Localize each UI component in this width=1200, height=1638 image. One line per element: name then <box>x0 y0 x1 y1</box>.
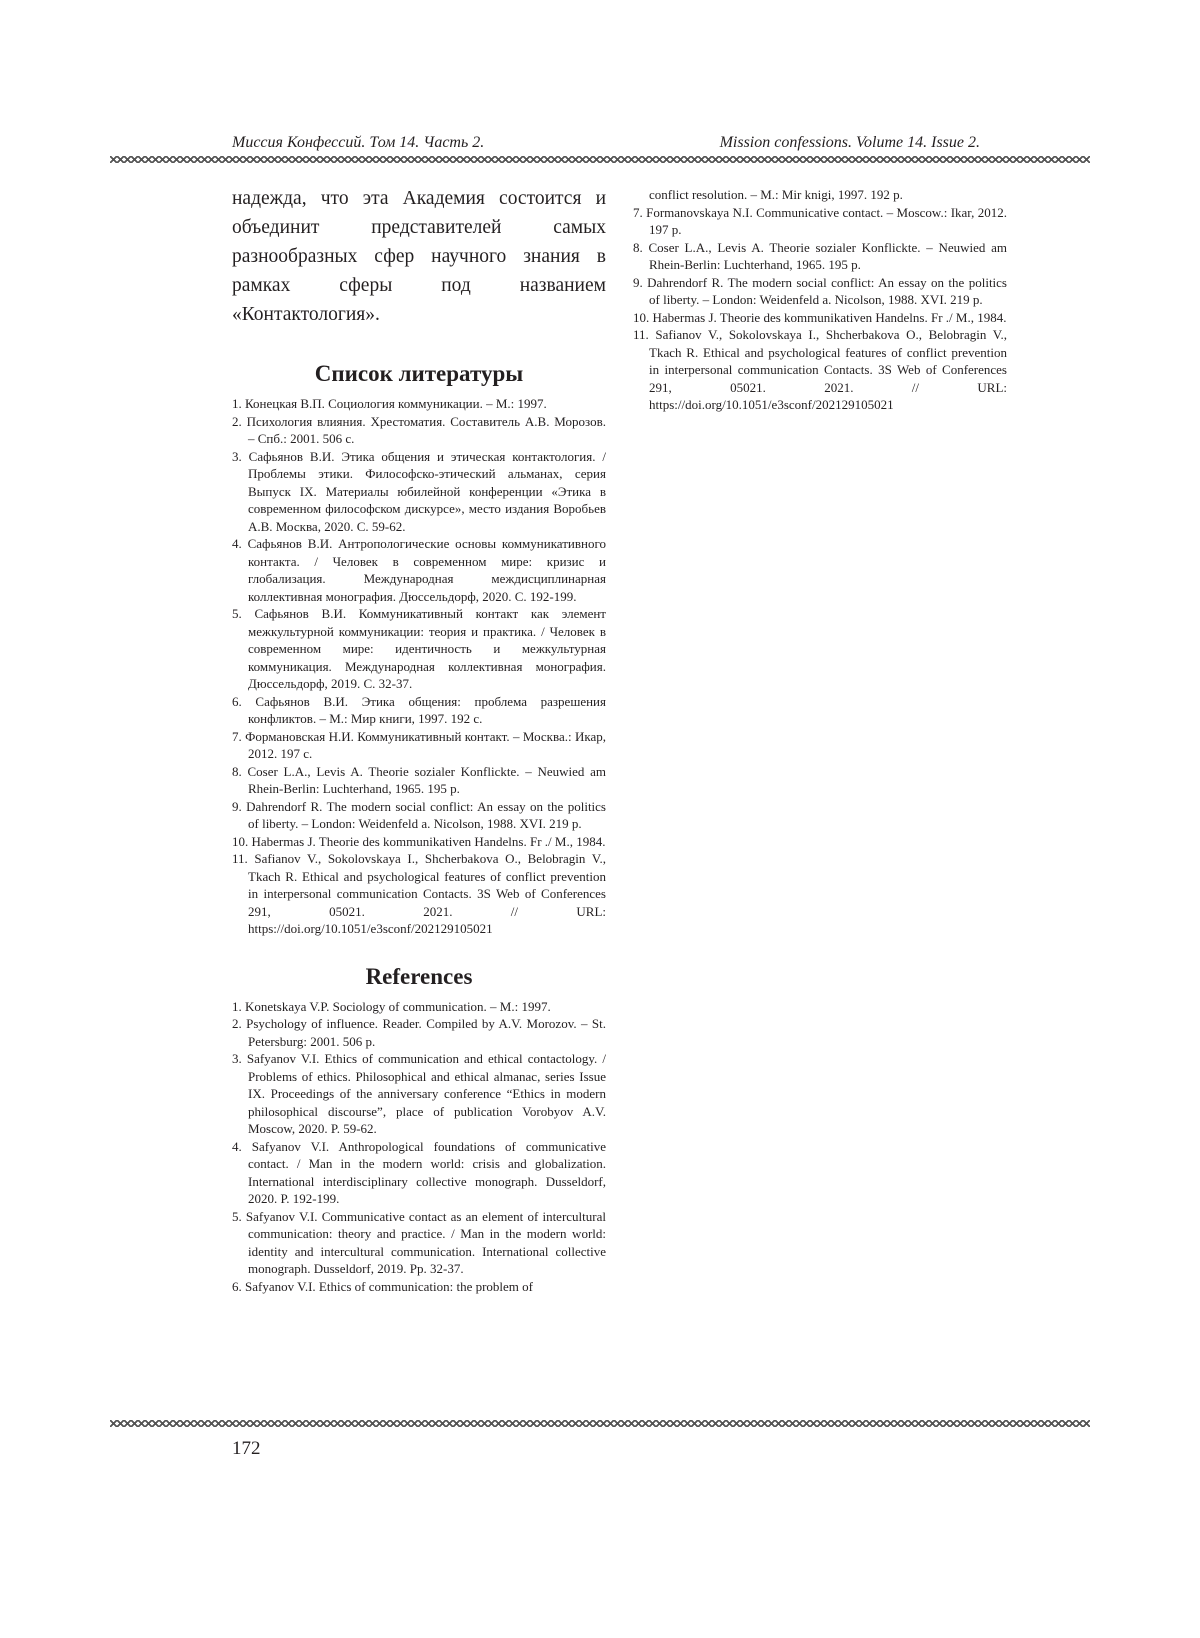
right-column <box>633 186 1007 414</box>
literature-heading: Список литературы <box>314 361 524 386</box>
reference-item: 6. Safyanov V.I. Ethics of communication: the problem of <box>232 1278 533 1294</box>
references-list <box>232 998 606 1296</box>
header-ornament-divider <box>110 156 1090 166</box>
reference-item: 1. Konetskaya V.P. Sociology of communication. – M.: 1997. <box>232 998 551 1014</box>
footer-ornament-divider <box>110 1420 1090 1430</box>
literature-item: 2. Психология влияния. Хрестоматия. Составитель А.В. Морозов. – Спб.: 2001. 506 с. <box>232 413 606 446</box>
literature-item: 5. Сафьянов В.И. Коммуникативный контакт как элемент межкультурной коммуникации: теория и практика. / Человек в современном мире: идентичность и межкультурная коммуникация. Международная коллективная монография. Дюссельдорф, 2019. С. 32-37. <box>232 606 606 691</box>
page-number: 172 <box>232 1438 261 1459</box>
references-heading: References <box>365 963 473 989</box>
literature-list <box>232 395 606 938</box>
reference-item-continuation: conflict resolution. – M.: Mir knigi, 1997. 192 p. <box>649 187 903 202</box>
literature-item: 9. Dahrendorf R. The modern social conflict: An essay on the politics of liberty. – London: Weidenfeld a. Nicolson, 1988. XVI. 219 p. <box>232 798 606 831</box>
reference-item: 2. Psychology of influence. Reader. Compiled by A.V. Morozov. – St. Petersburg: 2001. 506 p. <box>232 1016 606 1049</box>
header-journal-title-ru: Миссия Конфессий. Том 14. Часть 2. <box>232 134 485 151</box>
left-column <box>232 184 606 1295</box>
literature-item: 4. Сафьянов В.И. Антропологические основы коммуникативного контакта. / Человек в современном мире: кризис и глобализация. Международная междисциплинарная коллективная монография. Дюссельдорф, 2020. С. 192-199. <box>232 536 606 604</box>
references-list-continued <box>633 186 1007 414</box>
reference-item: 3. Safyanov V.I. Ethics of communication and ethical contactology. / Problems of ethics. Philosophical and ethical almanac, series Issue IX. Proceedings of the anniversary conference “Ethics in modern philosophical discourse”, place of publication Vorobyov A.V. Moscow, 2020. P. 59-62. <box>232 1051 606 1136</box>
literature-item: 10. Habermas J. Theorie des kommunikativen Handelns. Fr ./ M., 1984. <box>232 833 606 849</box>
literature-item: 3. Сафьянов В.И. Этика общения и этическая контактология. /Проблемы этики. Философско-этический альманах, серия Выпуск IX. Материалы юбилейной конференции «Этика в современном философском дискурсе», место издания Воробьев А.В. Москва, 2020. С. 59-62. <box>232 448 606 534</box>
reference-item: 10. Habermas J. Theorie des kommunikativen Handelns. Fr ./ M., 1984. <box>633 309 1007 325</box>
reference-item: 5. Safyanov V.I. Communicative contact as an element of intercultural communication: theory and practice. / Man in the modern world: identity and intercultural communication. International collective monograph. Dusseldorf, 2019. Pp. 32-37. <box>232 1208 606 1276</box>
header-journal-title-en: Mission confessions. Volume 14. Issue 2. <box>719 134 980 151</box>
reference-item: 7. Formanovskaya N.I. Communicative contact. – Moscow.: Ikar, 2012. 197 p. <box>633 204 1007 237</box>
intro-paragraph: надежда, что эта Академия состоится и объединит представителей самых разнообразных сфер научного знания в рамках сферы под названием «Контактология». <box>232 188 606 325</box>
reference-item: 9. Dahrendorf R. The modern social conflict: An essay on the politics of liberty. – London: Weidenfeld a. Nicolson, 1988. XVI. 219 p. <box>633 274 1007 307</box>
literature-item: 1. Конецкая В.П. Социология коммуникации. – М.: 1997. <box>232 396 547 411</box>
literature-item: 7. Формановская Н.И. Коммуникативный контакт. – Москва.: Икар, 2012. 197 с. <box>232 728 606 761</box>
reference-item: 8. Coser L.A., Levis A. Theorie sozialer Konflickte. – Neuwied am Rhein-Berlin: Luchterhand, 1965. 195 p. <box>633 239 1007 272</box>
literature-item: 8. Coser L.A., Levis A. Theorie sozialer Konflickte. – Neuwied am Rhein-Berlin: Luchterhand, 1965. 195 p. <box>232 763 606 796</box>
literature-item: 11. Safianov V., Sokolovskaya I., Shcherbakova O., Belobragin V., Tkach R. Ethical and psychological features of conflict prevention in interpersonal communication Contacts. 3S Web of Conferences 291, 05021. 2021. // URL: https://doi.org/10.1051/e3sconf/202129105021 <box>232 851 606 936</box>
reference-item: 4. Safyanov V.I. Anthropological foundations of communicative contact. / Man in the modern world: crisis and globalization. International interdisciplinary collective monograph. Dusseldorf, 2020. P. 192-199. <box>232 1138 606 1206</box>
running-header <box>232 134 980 152</box>
reference-item: 11. Safianov V., Sokolovskaya I., Shcherbakova O., Belobragin V., Tkach R. Ethical and psychological features of conflict prevention in interpersonal communication Contacts. 3S Web of Conferences 291, 05021. 2021. // URL: https://doi.org/10.1051/e3sconf/202129105021 <box>633 327 1007 412</box>
literature-item: 6. Сафьянов В.И. Этика общения: проблема разрешения конфликтов. – М.: Мир книги, 1997. 192 с. <box>232 693 606 726</box>
